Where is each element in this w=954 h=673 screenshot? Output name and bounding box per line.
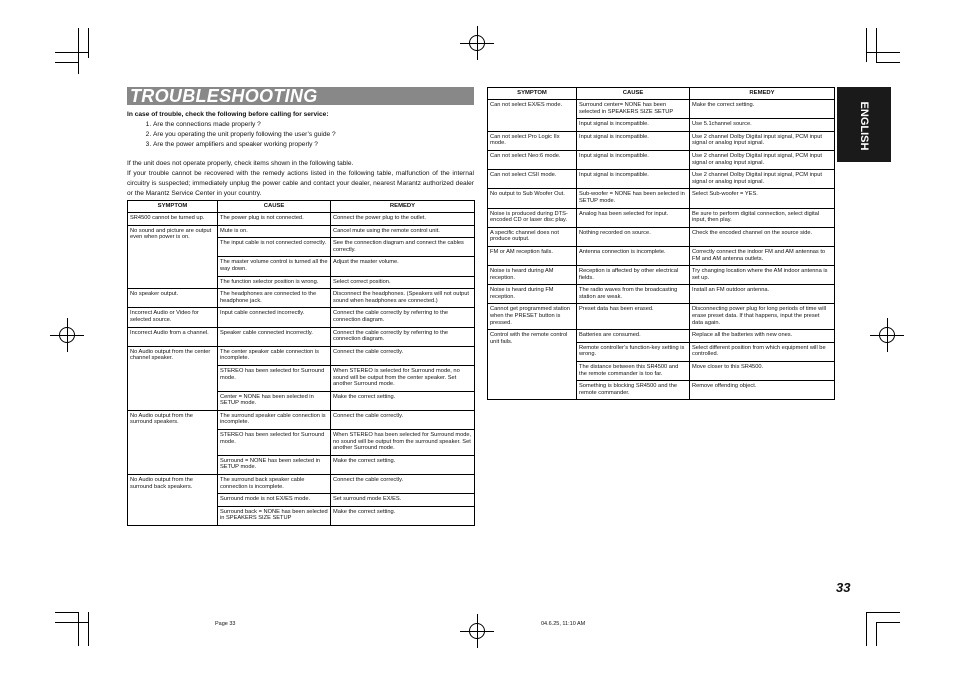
cause-cell: Input signal is incompatible. (577, 170, 690, 189)
table-row (488, 189, 835, 208)
cause-cell: The distance between this SR4500 and the remote commander is too far. (577, 362, 690, 381)
cause-cell: The function selector position is wrong. (218, 276, 331, 289)
registration-mark (460, 614, 494, 648)
remedy-cell: Select Sub-woofer = YES. (690, 189, 835, 208)
table-row (128, 475, 475, 494)
crop-mark (55, 62, 79, 63)
table-row (488, 227, 835, 246)
cause-cell: Sub-woofer = NONE has been selected in SETUP mode. (577, 189, 690, 208)
remedy-cell: Remove offending object. (690, 381, 835, 400)
remedy-cell: Make the correct setting. (690, 100, 835, 119)
symptom-cell: Incorrect Audio or Video for selected source. (128, 308, 218, 327)
table-row (488, 170, 835, 189)
cause-cell: The power plug is not connected. (218, 213, 331, 226)
crop-mark (88, 612, 89, 646)
remedy-header: REMEDY (690, 88, 835, 100)
crop-mark (876, 28, 877, 62)
remedy-cell: When STEREO is selected for Surround mode, no sound will be output from the center speaker. Set another Surround mode. (331, 365, 475, 391)
language-label: ENGLISH (858, 101, 870, 151)
footer-timestamp: 04.6.25, 11:10 AM (541, 621, 586, 627)
remedy-cell: Move closer to this SR4500. (690, 362, 835, 381)
symptom-cell: No Audio output from the surround back speakers. (128, 475, 218, 526)
intro-paragraph: If your trouble cannot be recovered with the remedy actions listed in the following table, malfunction of the internal circuitry is suspected; immediately unplug the power cable and contact your dealer, nearest Marantz authorized dealer or the Marantz Service Center in your country. (127, 170, 474, 197)
remedy-cell: Make the correct setting. (331, 455, 475, 474)
cause-header: CAUSE (218, 201, 331, 213)
crop-mark (78, 612, 79, 646)
table-row (488, 208, 835, 227)
table-row (488, 150, 835, 169)
cause-cell: STEREO has been selected for Surround mode. (218, 365, 331, 391)
remedy-cell: Correctly connect the indoor FM and AM antennas to FM and AM antenna outlets. (690, 246, 835, 265)
remedy-cell: Check the encoded channel on the source side. (690, 227, 835, 246)
table-row (488, 304, 835, 330)
remedy-cell: When STEREO has been selected for Surround mode, no sound will be output from the surround speaker. Set another Surround mode. (331, 430, 475, 456)
crop-mark (876, 622, 877, 646)
cause-cell: Mute is on. (218, 225, 331, 238)
cause-cell: Reception is affected by other electrical fields. (577, 266, 690, 285)
registration-mark (50, 318, 84, 352)
symptom-cell: Noise is heard during FM reception. (488, 285, 577, 304)
remedy-cell: Use 2 channel Dolby Digital input signal, PCM input signal or analog input signal. (690, 150, 835, 169)
troubleshooting-table-left (127, 200, 475, 526)
remedy-header: REMEDY (331, 201, 475, 213)
cause-cell: Batteries are consumed. (577, 330, 690, 343)
remedy-cell: Cancel mute using the remote control unit. (331, 225, 475, 238)
check-item: 3. Are the power amplifiers and speaker working properly ? (153, 140, 474, 150)
cause-cell: Antenna connection is incomplete. (577, 246, 690, 265)
symptom-cell: Can not select EX/ES mode. (488, 100, 577, 132)
symptom-cell: Can not select CSII mode. (488, 170, 577, 189)
cause-cell: The headphones are connected to the headphone jack. (218, 289, 331, 308)
remedy-cell: Connect the power plug to the outlet. (331, 213, 475, 226)
intro-section (127, 110, 474, 199)
symptom-cell: Noise is heard during AM reception. (488, 266, 577, 285)
symptom-cell: FM or AM reception fails. (488, 246, 577, 265)
symptom-cell: No sound and picture are output even when power is on. (128, 225, 218, 289)
footer-page: Page 33 (215, 621, 236, 627)
remedy-cell: Make the correct setting. (331, 506, 475, 525)
cause-cell: Center = NONE has been selected in SETUP mode. (218, 391, 331, 410)
cause-cell: Input signal is incompatible. (577, 119, 690, 132)
check-list (127, 120, 474, 150)
cause-cell: Surround mode is not EX/ES mode. (218, 494, 331, 507)
cause-cell: The radio waves from the broadcasting station are weak. (577, 285, 690, 304)
cause-cell: Surround = NONE has been selected in SETUP mode. (218, 455, 331, 474)
table-row (488, 285, 835, 304)
remedy-cell: Disconnect the headphones. (Speakers will not output sound when headphones are connected.) (331, 289, 475, 308)
symptom-cell: No Audio output from the center channel speaker. (128, 346, 218, 410)
table-row (128, 346, 475, 365)
remedy-cell: Make the correct setting. (331, 391, 475, 410)
table-row (488, 266, 835, 285)
remedy-cell: Select correct position. (331, 276, 475, 289)
troubleshooting-table-right (487, 87, 835, 400)
symptom-cell: A specific channel does not produce output. (488, 227, 577, 246)
crop-mark (55, 622, 89, 623)
cause-cell: Nothing recorded on source. (577, 227, 690, 246)
cause-cell: The surround back speaker cable connection is incomplete. (218, 475, 331, 494)
crop-mark (866, 612, 900, 613)
intro-paragraph: If the unit does not operate properly, check items shown in the following table. (127, 160, 354, 167)
crop-mark (876, 62, 900, 63)
table-row (488, 246, 835, 265)
cause-cell: STEREO has been selected for Surround mode. (218, 430, 331, 456)
cause-cell: Speaker cable connected incorrectly. (218, 327, 331, 346)
remedy-cell: Connect the cable correctly by referring to the connection diagram. (331, 308, 475, 327)
registration-mark (870, 318, 904, 352)
remedy-cell: See the connection diagram and connect the cables correctly. (331, 238, 475, 257)
table-row (128, 213, 475, 226)
page-title: TROUBLESHOOTING (130, 86, 318, 106)
symptom-cell: Control with the remote control unit fails. (488, 330, 577, 400)
cause-cell: Surround center= NONE has been selected in SPEAKERS SIZE SETUP (577, 100, 690, 119)
cause-cell: Remote controller’s function-key setting is wrong. (577, 342, 690, 361)
cause-cell: Input signal is incompatible. (577, 131, 690, 150)
check-item: 2. Are you operating the unit properly following the user’s guide ? (153, 130, 474, 140)
symptom-cell: Can not select Pro Logic IIx mode. (488, 131, 577, 150)
cause-cell: Something is blocking SR4500 and the remote commander. (577, 381, 690, 400)
crop-mark (866, 28, 867, 62)
page-number: 33 (836, 580, 851, 595)
crop-mark (866, 612, 867, 646)
cause-cell: The surround speaker cable connection is incomplete. (218, 410, 331, 429)
remedy-cell: Connect the cable correctly by referring to the connection diagram. (331, 327, 475, 346)
remedy-cell: Replace all the batteries with new ones. (690, 330, 835, 343)
table-row (488, 330, 835, 343)
remedy-cell: Select different position from which equipment will be controlled. (690, 342, 835, 361)
symptom-cell: Can not select Neo:6 mode. (488, 150, 577, 169)
crop-mark (78, 28, 79, 74)
cause-cell: Input cable connected incorrectly. (218, 308, 331, 327)
table-row (488, 100, 835, 119)
cause-cell: Surround back = NONE has been selected in SPEAKERS SIZE SETUP (218, 506, 331, 525)
symptom-header: SYMPTOM (128, 201, 218, 213)
remedy-cell: Try changing location where the AM indoor antenna is set up. (690, 266, 835, 285)
remedy-cell: Connect the cable correctly. (331, 475, 475, 494)
cause-cell: Preset data has been erased. (577, 304, 690, 330)
cause-cell: Input signal is incompatible. (577, 150, 690, 169)
crop-mark (55, 52, 89, 53)
crop-mark (866, 52, 900, 53)
crop-mark (876, 622, 900, 623)
symptom-cell: SR4500 cannot be turned up. (128, 213, 218, 226)
intro-lead: In case of trouble, check the following before calling for service: (127, 111, 329, 118)
table-row (128, 410, 475, 429)
remedy-cell: Use 5.1channel source. (690, 119, 835, 132)
crop-mark (88, 28, 89, 58)
cause-cell: The input cable is not connected correctly. (218, 238, 331, 257)
symptom-cell: Noise is produced during DTS-encoded CD or laser disc play. (488, 208, 577, 227)
check-item: 1. Are the connections made properly ? (153, 120, 474, 130)
remedy-cell: Be sure to perform digital connection, select digital input, then play. (690, 208, 835, 227)
symptom-header: SYMPTOM (488, 88, 577, 100)
table-row (128, 289, 475, 308)
remedy-cell: Use 2 channel Dolby Digital input signal, PCM input signal or analog input signal. (690, 170, 835, 189)
remedy-cell: Disconnecting power plug for long periods of time will erase preset data. If that happens, input the preset data again. (690, 304, 835, 330)
remedy-cell: Set surround mode EX/ES. (331, 494, 475, 507)
cause-cell: The master volume control is turned all the way down. (218, 257, 331, 276)
remedy-cell: Adjust the master volume. (331, 257, 475, 276)
cause-cell: Analog has been selected for input. (577, 208, 690, 227)
remedy-cell: Install an FM outdoor antenna. (690, 285, 835, 304)
symptom-cell: Incorrect Audio from a channel. (128, 327, 218, 346)
table-row (488, 131, 835, 150)
registration-mark (460, 26, 494, 60)
cause-header: CAUSE (577, 88, 690, 100)
table-row (128, 225, 475, 238)
table-row (128, 308, 475, 327)
crop-mark (55, 612, 79, 613)
symptom-cell: No output to Sub Woofer Out. (488, 189, 577, 208)
table-row (128, 327, 475, 346)
symptom-cell: Cannot get programmed station when the PRESET button is pressed. (488, 304, 577, 330)
symptom-cell: No Audio output from the surround speakers. (128, 410, 218, 474)
remedy-cell: Connect the cable correctly. (331, 346, 475, 365)
symptom-cell: No speaker output. (128, 289, 218, 308)
remedy-cell: Use 2 channel Dolby Digital input signal, PCM input signal or analog input signal. (690, 131, 835, 150)
remedy-cell: Connect the cable correctly. (331, 410, 475, 429)
cause-cell: The center speaker cable connection is incomplete. (218, 346, 331, 365)
